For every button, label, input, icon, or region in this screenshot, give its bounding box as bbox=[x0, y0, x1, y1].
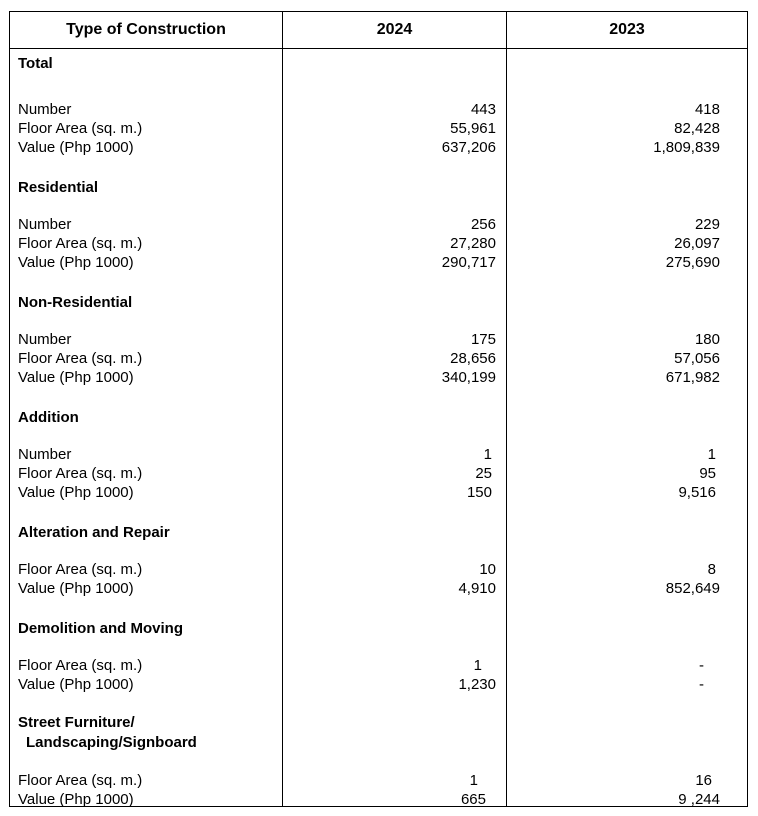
row-label: Value (Php 1000) bbox=[18, 791, 134, 808]
row-label: Floor Area (sq. m.) bbox=[18, 561, 143, 578]
section-title-alteration-and-repair: Alteration and Repair bbox=[18, 524, 170, 541]
value-2023: 9,516 bbox=[678, 484, 716, 501]
section-title-landscaping-signboard: Landscaping/Signboard bbox=[26, 734, 197, 751]
header-type-of-construction: Type of Construction bbox=[66, 21, 226, 38]
row-label: Number bbox=[18, 331, 72, 348]
row-label: Number bbox=[18, 216, 72, 233]
row-label: Floor Area (sq. m.) bbox=[18, 772, 143, 789]
value-2024: 443 bbox=[470, 101, 496, 118]
value-2024: 1 bbox=[469, 772, 478, 789]
value-2023: 418 bbox=[694, 101, 720, 118]
row-label: Floor Area (sq. m.) bbox=[18, 465, 143, 482]
value-2024: 27,280 bbox=[450, 235, 496, 252]
row-label: Value (Php 1000) bbox=[18, 676, 134, 693]
value-2023: 1 bbox=[707, 446, 716, 463]
value-2023: 57,056 bbox=[674, 350, 720, 367]
value-2023: 9 ,244 bbox=[678, 791, 720, 808]
value-2023: 229 bbox=[694, 216, 720, 233]
row-label: Number bbox=[18, 446, 72, 463]
value-2024: 4,910 bbox=[458, 580, 496, 597]
header-2023: 2023 bbox=[609, 21, 645, 38]
row-label: Value (Php 1000) bbox=[18, 580, 134, 597]
row-label: Value (Php 1000) bbox=[18, 369, 134, 386]
value-2024: 637,206 bbox=[441, 139, 496, 156]
value-2024: 28,656 bbox=[450, 350, 496, 367]
row-label: Number bbox=[18, 101, 72, 118]
section-title-addition: Addition bbox=[18, 409, 79, 426]
section-title-street-furniture: Street Furniture/ bbox=[18, 714, 135, 731]
value-2023: 1,809,839 bbox=[653, 139, 720, 156]
row-label: Floor Area (sq. m.) bbox=[18, 657, 143, 674]
section-title-non-residential: Non-Residential bbox=[18, 294, 133, 311]
row-label: Floor Area (sq. m.) bbox=[18, 120, 143, 137]
value-2023: 671,982 bbox=[665, 369, 720, 386]
value-2023: 26,097 bbox=[674, 235, 720, 252]
column-divider bbox=[506, 12, 507, 806]
row-label: Value (Php 1000) bbox=[18, 139, 134, 156]
value-2024: 55,961 bbox=[450, 120, 496, 137]
section-title-residential: Residential bbox=[18, 179, 99, 196]
row-label: Value (Php 1000) bbox=[18, 254, 134, 271]
value-2023: 82,428 bbox=[674, 120, 720, 137]
section-title-total: Total bbox=[18, 55, 53, 72]
value-2024: 1,230 bbox=[458, 676, 496, 693]
value-2023: - bbox=[699, 657, 704, 674]
value-2023: 275,690 bbox=[665, 254, 720, 271]
row-label: Floor Area (sq. m.) bbox=[18, 350, 143, 367]
value-2023: 95 bbox=[699, 465, 716, 482]
value-2023: 8 bbox=[707, 561, 716, 578]
value-2024: 10 bbox=[479, 561, 496, 578]
value-2024: 340,199 bbox=[441, 369, 496, 386]
value-2024: 1 bbox=[483, 446, 492, 463]
construction-table bbox=[9, 11, 748, 807]
value-2023: 16 bbox=[695, 772, 712, 789]
value-2023: 852,649 bbox=[665, 580, 720, 597]
value-2023: 180 bbox=[694, 331, 720, 348]
value-2024: 290,717 bbox=[441, 254, 496, 271]
header-divider bbox=[10, 48, 747, 49]
value-2024: 1 bbox=[473, 657, 482, 674]
value-2024: 175 bbox=[470, 331, 496, 348]
value-2024: 25 bbox=[475, 465, 492, 482]
value-2023: - bbox=[699, 676, 704, 693]
section-title-demolition-and-moving: Demolition and Moving bbox=[18, 620, 183, 637]
column-divider bbox=[282, 12, 283, 806]
value-2024: 256 bbox=[470, 216, 496, 233]
header-2024: 2024 bbox=[376, 21, 413, 38]
value-2024: 665 bbox=[460, 791, 486, 808]
row-label: Floor Area (sq. m.) bbox=[18, 235, 143, 252]
row-label: Value (Php 1000) bbox=[18, 484, 134, 501]
value-2024: 150 bbox=[466, 484, 492, 501]
